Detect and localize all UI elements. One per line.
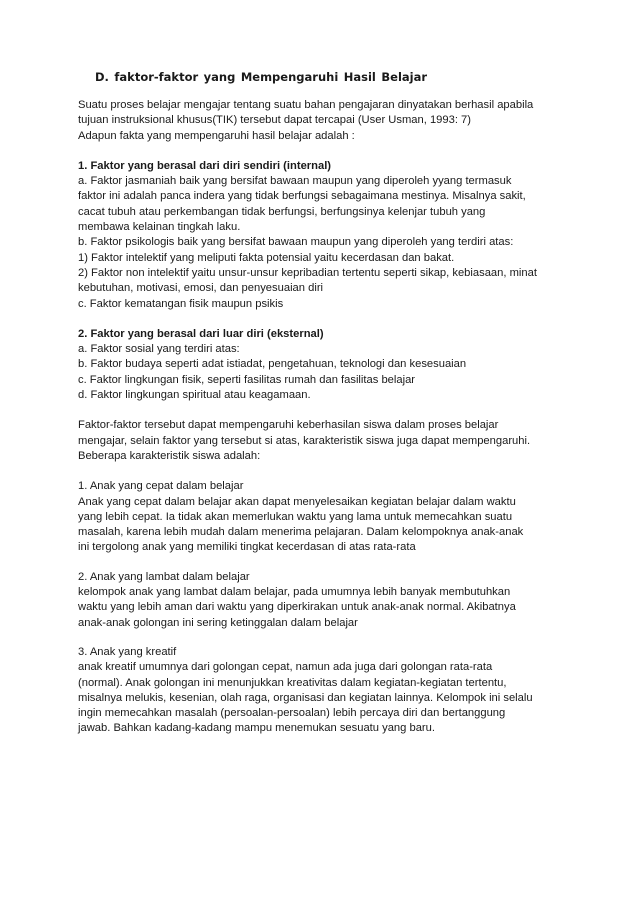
external-factors-section (78, 327, 578, 403)
text-line: kebutuhan, motivasi, emosi, dan penyesuaian diri (78, 282, 324, 295)
text-line: anak kreatif umumnya dari golongan cepat, namun ada juga dari golongan rata-rata (78, 661, 493, 674)
text-line: masalah, karena lebih mudah dalam menerima pelajaran. Dalam kelompoknya anak-anak (78, 526, 524, 539)
text-line: (normal). Anak golongan ini menunjukkan kreativitas dalam kegiatan-kegiatan tertentu, (78, 676, 507, 689)
text-line: a. Faktor jasmaniah baik yang bersifat bawaan maupun yang diperoleh yyang termasuk (78, 175, 512, 188)
text-line: membawa kelainan tingkah laku. (78, 221, 241, 234)
text-line: tujuan instruksional khusus(TIK) tersebut dapat tercapai (User Usman, 1993: 7) (78, 114, 471, 127)
text-line: cacat tubuh atau perkembangan tidak berfungsi, berfungsinya kelenjar tubuh yang (78, 205, 486, 218)
creative-learner-title: 3. Anak yang kreatif (78, 645, 177, 658)
creative-learner-section (78, 645, 578, 737)
section-heading: D. faktor-faktor yang Mempengaruhi Hasil Belajar (95, 70, 428, 84)
slow-learner-section (78, 570, 578, 631)
text-line: waktu yang lebih aman dari waktu yang diperkirakan untuk anak-anak normal. Akibatnya (78, 601, 516, 614)
text-line: mengajar, selain faktor yang tersebut si atas, karakteristik siswa juga dapat mempengaruhi. (78, 434, 531, 447)
text-line: 2) Faktor non intelektif yaitu unsur-unsur kepribadian tertentu seperti sikap, kebiasaan, minat (78, 266, 537, 279)
internal-factors-section (78, 159, 578, 312)
text-line: yang lebih cepat. Ia tidak akan memerlukan waktu yang lama untuk memecahkan suatu (78, 510, 513, 523)
intro-paragraph (78, 98, 578, 144)
text-line: d. Faktor lingkungan spiritual atau keagamaan. (78, 389, 311, 402)
fast-learner-section (78, 479, 578, 555)
fast-learner-title: 1. Anak yang cepat dalam belajar (78, 480, 244, 493)
text-line: b. Faktor psikologis baik yang bersifat bawaan maupun yang diperoleh yang terdiri atas: (78, 236, 514, 249)
text-line: c. Faktor lingkungan fisik, seperti fasilitas rumah dan fasilitas belajar (78, 373, 416, 386)
text-line: Faktor-faktor tersebut dapat mempengaruhi keberhasilan siswa dalam proses belajar (78, 419, 499, 432)
text-line: a. Faktor sosial yang terdiri atas: (78, 343, 240, 356)
text-line: Anak yang cepat dalam belajar akan dapat menyelesaikan kegiatan belajar dalam waktu (78, 495, 516, 508)
text-line: Adapun fakta yang mempengaruhi hasil belajar adalah : (78, 129, 355, 142)
text-line: 1) Faktor intelektif yang meliputi fakta potensial yaitu kecerdasan dan bakat. (78, 251, 455, 264)
text-line: c. Faktor kematangan fisik maupun psikis (78, 297, 284, 310)
text-line: anak-anak golongan ini sering ketinggalan dalam belajar (78, 616, 358, 629)
text-line: Suatu proses belajar mengajar tentang suatu bahan pengajaran dinyatakan berhasil apabila (78, 99, 534, 111)
text-line: b. Faktor budaya seperti adat istiadat, pengetahuan, teknologi dan kesesuaian (78, 358, 467, 371)
internal-factors-title: 1. Faktor yang berasal dari diri sendiri (internal) (78, 159, 332, 172)
external-factors-title: 2. Faktor yang berasal dari luar diri (eksternal) (78, 327, 324, 340)
document-page (78, 70, 578, 737)
text-line: Beberapa karakteristik siswa adalah: (78, 449, 261, 462)
text-line: ingin memecahkan masalah (persoalan-persoalan) lebih percaya diri dan bertanggung (78, 707, 506, 720)
text-line: misalnya melukis, kesenian, olah raga, organisasi dan kegiatan lainnya. Kelompok ini selalu (78, 691, 533, 704)
text-line: kelompok anak yang lambat dalam belajar, pada umumnya lebih banyak membutuhkan (78, 586, 511, 599)
slow-learner-title: 2. Anak yang lambat dalam belajar (78, 570, 250, 583)
text-line: jawab. Bahkan kadang-kadang mampu menemukan sesuatu yang baru. (78, 722, 435, 735)
text-line: faktor ini adalah panca indera yang tidak berfungsi sebagaimana mestinya. Misalnya sakit, (78, 190, 526, 203)
text-line: ini tergolong anak yang memiliki tingkat kecerdasan di atas rata-rata (78, 541, 416, 554)
summary-paragraph (78, 418, 578, 464)
